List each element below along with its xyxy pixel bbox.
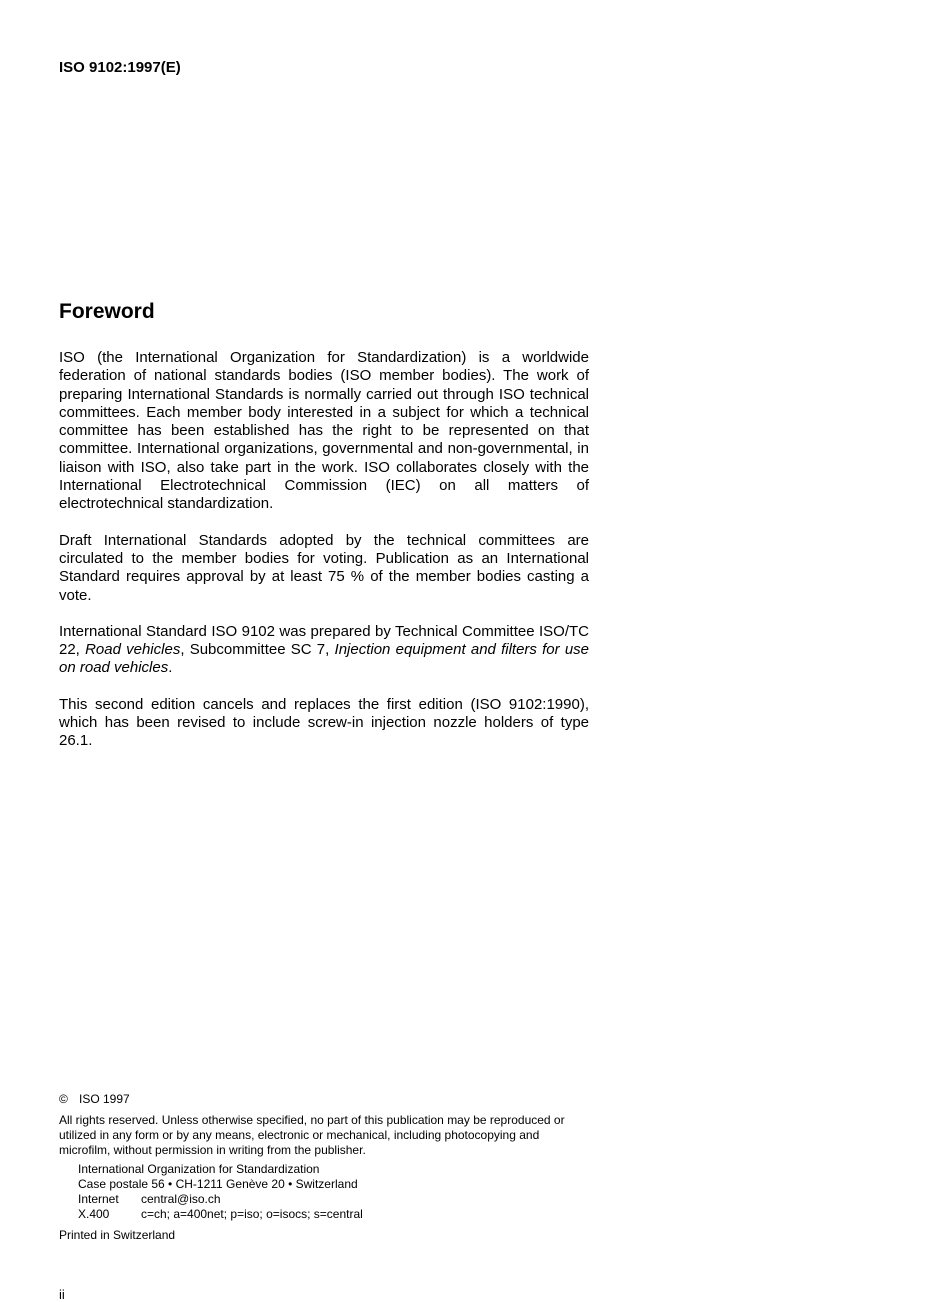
copyright-line	[59, 1092, 591, 1107]
x400-value: c=ch; a=400net; p=iso; o=isocs; s=central	[141, 1207, 363, 1221]
org-name: International Organization for Standardization	[78, 1162, 320, 1176]
publisher-address	[78, 1162, 591, 1222]
p3-text-2: , Subcommittee SC 7,	[180, 641, 335, 659]
x400-line	[78, 1207, 591, 1222]
p3-subcommittee-title: Injection equipment and filters for use on road vehicles	[59, 641, 590, 677]
p3-text-1: International Standard ISO 9102 was prepared by Technical Committee ISO/TC 22,	[59, 622, 589, 659]
internet-label: Internet	[78, 1192, 119, 1206]
rights-notice: All rights reserved. Unless otherwise specified, no part of this publication may be reproduced or utilized in any form or by any means, electronic or mechanical, including photocopying and microfilm, without permission in writing from the publisher.	[59, 1113, 565, 1157]
internet-line	[78, 1192, 591, 1207]
copyright-symbol: ©	[59, 1092, 68, 1106]
p3-committee-title: Road vehicles	[85, 641, 181, 659]
foreword-heading: Foreword	[59, 300, 155, 323]
x400-label: X.400	[78, 1207, 110, 1221]
document-id: ISO 9102:1997(E)	[59, 59, 181, 76]
foreword-paragraph-4: This second edition cancels and replaces the first edition (ISO 9102:1990), which has been revised to include screw-in injection nozzle holders of type 26.1.	[59, 695, 589, 750]
copyright-block	[59, 1092, 591, 1243]
p3-text-3: .	[168, 659, 173, 677]
foreword-paragraph-1: ISO (the International Organization for Standardization) is a worldwide federation of national standards bodies (ISO member bodies). The work of preparing International Standards is normally carried out through ISO technical committees. Each member body interested in a subject for which a technical committee has been established has the right to be represented on that committee. International organizations, governmental and non-governmental, in liaison with ISO, also take part in the work. ISO collaborates closely with the International Electrotechnical Commission (IEC) on all matters of electrotechnical standardization.	[59, 349, 589, 513]
foreword-paragraph-3	[59, 623, 589, 678]
org-address: Case postale 56 • CH-1211 Genève 20 • Switzerland	[78, 1177, 358, 1191]
foreword-body	[59, 349, 589, 769]
internet-value: central@iso.ch	[141, 1192, 221, 1206]
foreword-paragraph-2: Draft International Standards adopted by the technical committees are circulated to the member bodies for voting. Publication as an International Standard requires approval by at least 75 % of the member bodies casting a vote.	[59, 531, 589, 604]
page-number: ii	[59, 1287, 65, 1302]
copyright-text: ISO 1997	[79, 1092, 130, 1106]
printed-in: Printed in Switzerland	[59, 1228, 176, 1242]
